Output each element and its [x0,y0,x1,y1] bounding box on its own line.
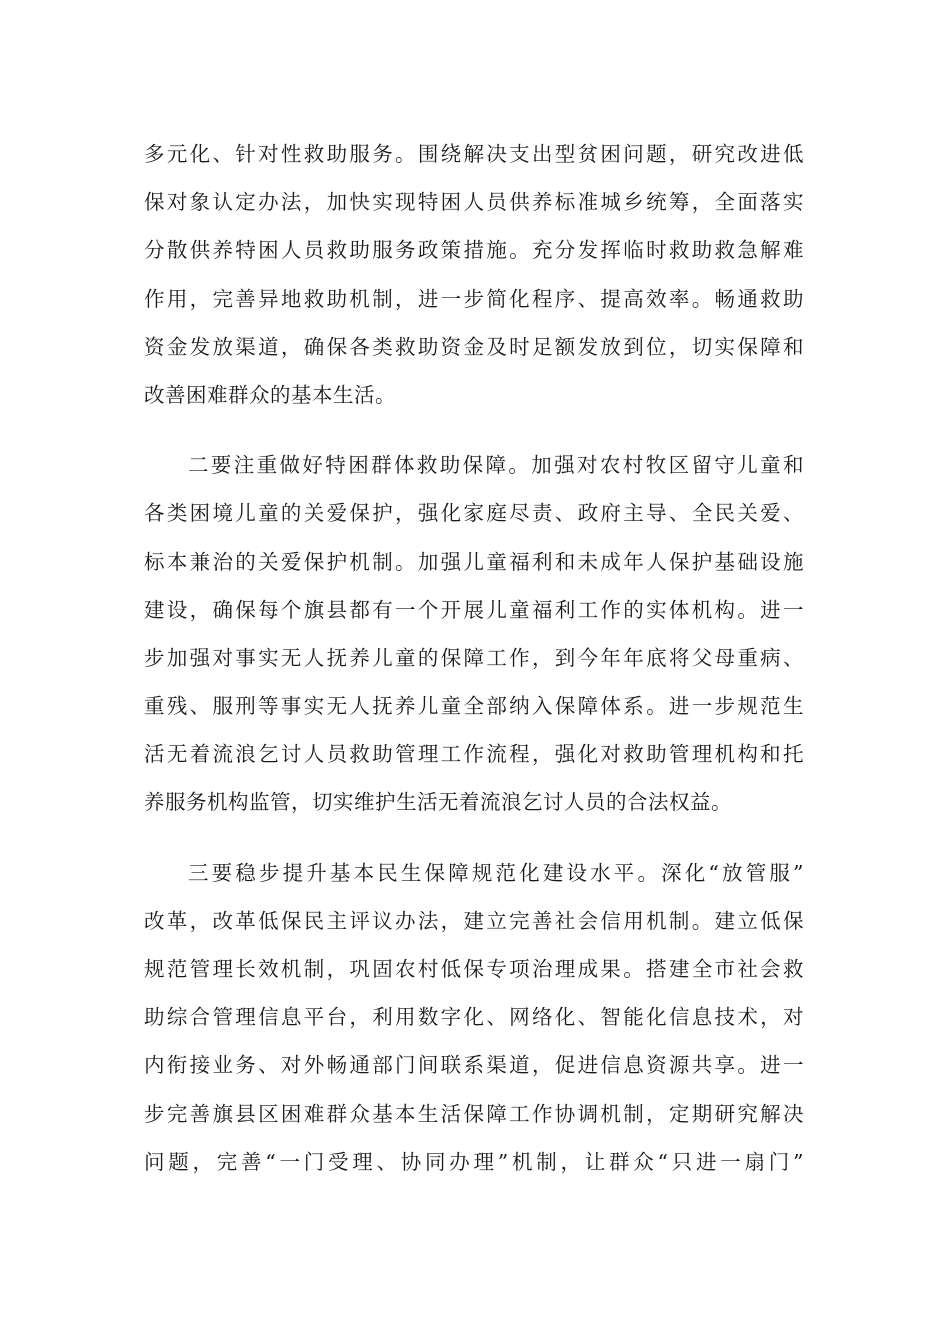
paragraph-line: 分散供养特困人员救助服务政策措施。充分发挥临时救助救急解难 [144,238,804,263]
paragraph-line: 保对象认定办法，加快实现特困人员供养标准城乡统筹，全面落实 [144,190,804,215]
paragraph-line: 资金发放渠道，确保各类救助资金及时足额发放到位，切实保障和 [144,334,804,359]
paragraph-line: 问题，完善“一门受理、协同办理”机制，让群众“只进一扇门” [144,1149,804,1174]
paragraph-line: 活无着流浪乞讨人员救助管理工作流程，强化对救助管理机构和托 [144,742,804,767]
paragraph-line: 改善困难群众的基本生活。 [144,382,396,407]
paragraph-spacer [144,827,804,849]
paragraph-line: 内衔接业务、对外畅通部门间联系渠道，促进信息资源共享。进一 [144,1053,804,1078]
paragraph-spacer [144,419,804,441]
paragraph-3 [144,849,804,1186]
paragraph-line: 多元化、针对性救助服务。围绕解决支出型贫困问题，研究改进低 [144,142,804,166]
paragraph-line: 助综合管理信息平台，利用数字化、网络化、智能化信息技术，对 [144,1005,804,1030]
paragraph-line: 二要注重做好特困群体救助保障。加强对农村牧区留守儿童和 [188,453,804,478]
paragraph-line: 作用，完善异地救助机制，进一步简化程序、提高效率。畅通救助 [144,286,804,311]
paragraph-line: 规范管理长效机制，巩固农村低保专项治理成果。搭建全市社会救 [144,957,804,981]
paragraph-line: 标本兼治的关爱保护机制。加强儿童福利和未成年人保护基础设施 [144,549,804,574]
paragraph-line: 养服务机构监管，切实维护生活无着流浪乞讨人员的合法权益。 [144,790,732,815]
paragraph-1 [144,130,804,419]
paragraph-line: 步完善旗县区困难群众基本生活保障工作协调机制，定期研究解决 [144,1101,804,1126]
paragraph-line: 重残、服刑等事实无人抚养儿童全部纳入保障体系。进一步规范生 [144,694,804,719]
paragraph-line: 各类困境儿童的关爱保护，强化家庭尽责、政府主导、全民关爱、 [144,501,804,526]
paragraph-line: 三要稳步提升基本民生保障规范化建设水平。深化“放管服” [188,860,804,885]
paragraph-line: 改革，改革低保民主评议办法，建立完善社会信用机制。建立低保 [144,908,804,933]
paragraph-line: 建设，确保每个旗县都有一个开展儿童福利工作的实体机构。进一 [144,597,804,622]
paragraph-line: 步加强对事实无人抚养儿童的保障工作，到今年年底将父母重病、 [144,645,804,670]
document-body [144,130,804,1186]
paragraph-2 [144,441,804,827]
